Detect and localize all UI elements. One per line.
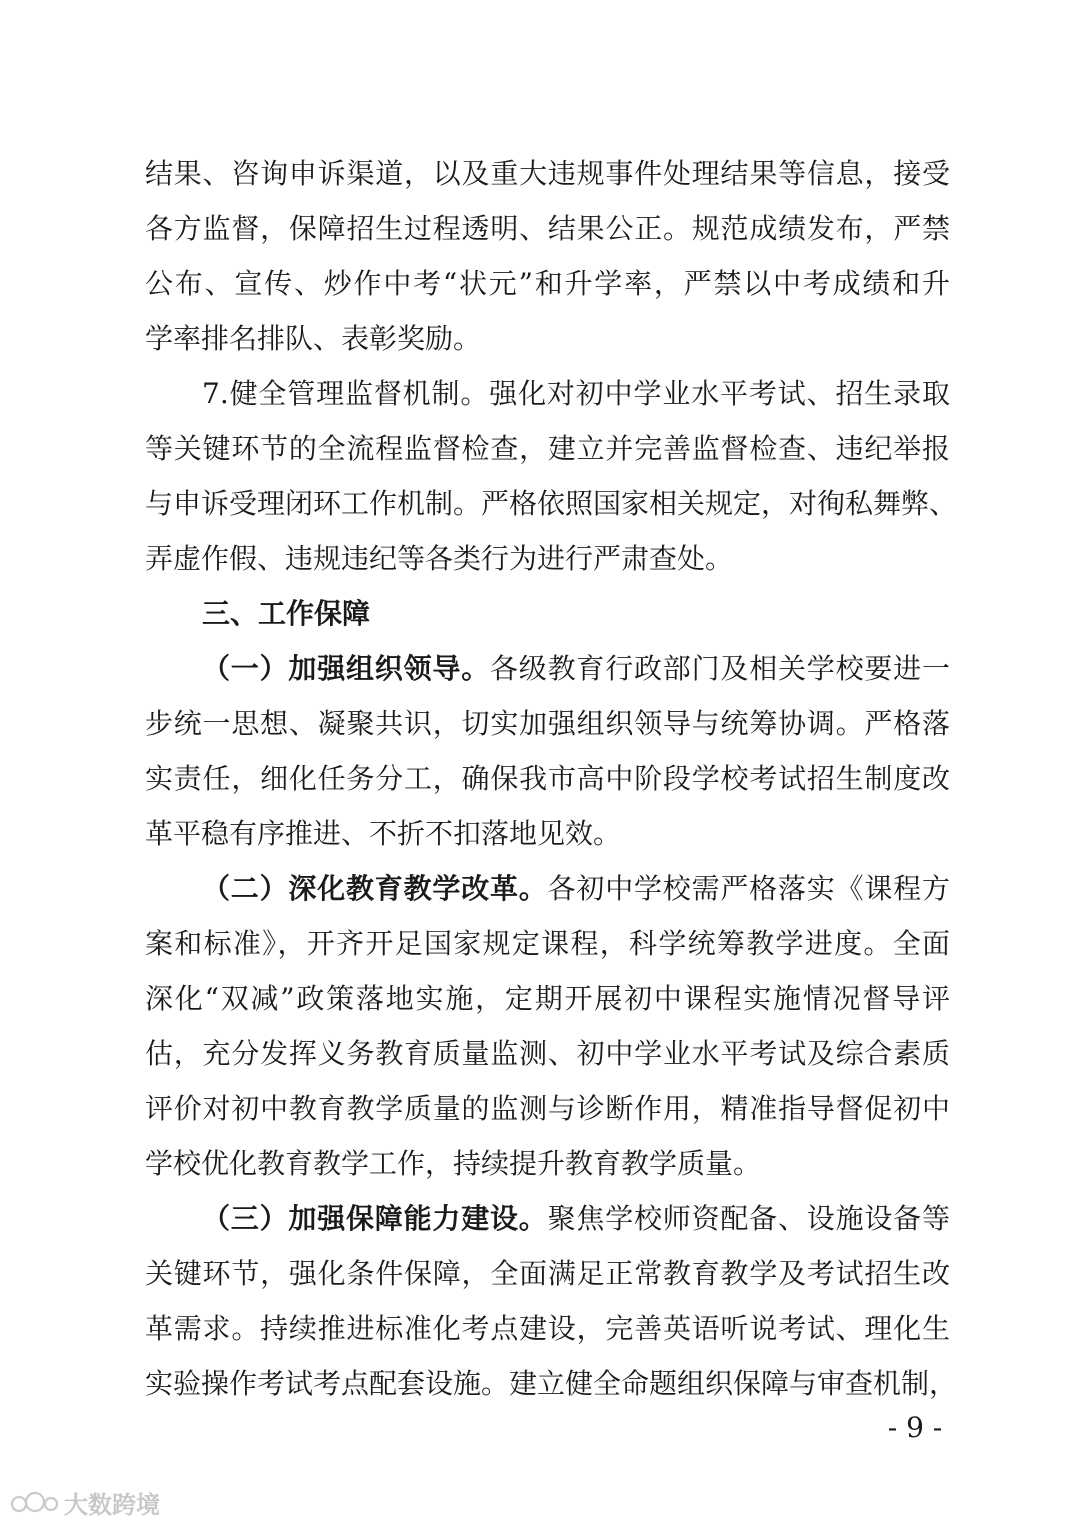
paragraph-line: 关键环节，强化条件保障，全面满足正常教育教学及考试招生改 bbox=[145, 1257, 950, 1290]
circle-logo-icon bbox=[8, 1487, 60, 1517]
paragraph-line: 学率排名排队、表彰奖励。 bbox=[145, 322, 482, 355]
paragraph-line: 7.健全管理监督机制。强化对初中学业水平考试、招生录取 bbox=[202, 377, 950, 410]
paragraph-line: 各方监督，保障招生过程透明、结果公正。规范成绩发布，严禁 bbox=[145, 212, 950, 245]
paragraph-line: 结果、咨询申诉渠道，以及重大违规事件处理结果等信息，接受 bbox=[145, 157, 950, 190]
paragraph-line: 实验操作考试考点配套设施。建立健全命题组织保障与审查机制， bbox=[145, 1367, 958, 1400]
subsection-title: （二）深化教育教学改革。 bbox=[202, 872, 548, 905]
paragraph-line bbox=[202, 861, 950, 917]
paragraph-line: 与申诉受理闭环工作机制。严格依照国家相关规定，对徇私舞弊、 bbox=[145, 487, 958, 520]
watermark bbox=[8, 1485, 160, 1519]
paragraph-text: 各级教育行政部门及相关学校要进一 bbox=[490, 652, 950, 685]
paragraph-line: 案和标准》，开齐开足国家规定课程，科学统筹教学进度。全面 bbox=[145, 927, 950, 960]
paragraph-line: 深化“双减”政策落地实施，定期开展初中课程实施情况督导评 bbox=[145, 982, 950, 1015]
paragraph-line: 评价对初中教育教学质量的监测与诊断作用，精准指导督促初中 bbox=[145, 1092, 950, 1125]
page-number: - 9 - bbox=[887, 1411, 943, 1444]
paragraph-text: 聚焦学校师资配备、设施设备等 bbox=[547, 1202, 950, 1235]
paragraph-line: 革需求。持续推进标准化考点建设，完善英语听说考试、理化生 bbox=[145, 1312, 950, 1345]
paragraph-line: 实责任，细化任务分工，确保我市高中阶段学校考试招生制度改 bbox=[145, 762, 950, 795]
paragraph-line bbox=[202, 641, 950, 697]
paragraph-line: 弄虚作假、违规违纪等各类行为进行严肃查处。 bbox=[145, 542, 734, 575]
paragraph-text: 各初中学校需严格落实《课程方 bbox=[547, 872, 950, 905]
paragraph-line: 步统一思想、凝聚共识，切实加强组织领导与统筹协调。严格落 bbox=[145, 707, 950, 740]
paragraph-line bbox=[202, 1191, 950, 1247]
subsection-title: （三）加强保障能力建设。 bbox=[202, 1202, 548, 1235]
subsection-title: （一）加强组织领导。 bbox=[202, 652, 490, 685]
paragraph-line: 估，充分发挥义务教育质量监测、初中学业水平考试及综合素质 bbox=[145, 1037, 950, 1070]
section-heading: 三、工作保障 bbox=[202, 597, 371, 630]
watermark-text: 大数跨境 bbox=[64, 1490, 160, 1519]
paragraph-line: 等关键环节的全流程监督检查，建立并完善监督检查、违纪举报 bbox=[145, 432, 950, 465]
paragraph-line: 学校优化教育教学工作，持续提升教育教学质量。 bbox=[145, 1147, 762, 1180]
paragraph-line: 公布、宣传、炒作中考“状元”和升学率，严禁以中考成绩和升 bbox=[145, 267, 950, 300]
paragraph-line: 革平稳有序推进、不折不扣落地见效。 bbox=[145, 817, 622, 850]
